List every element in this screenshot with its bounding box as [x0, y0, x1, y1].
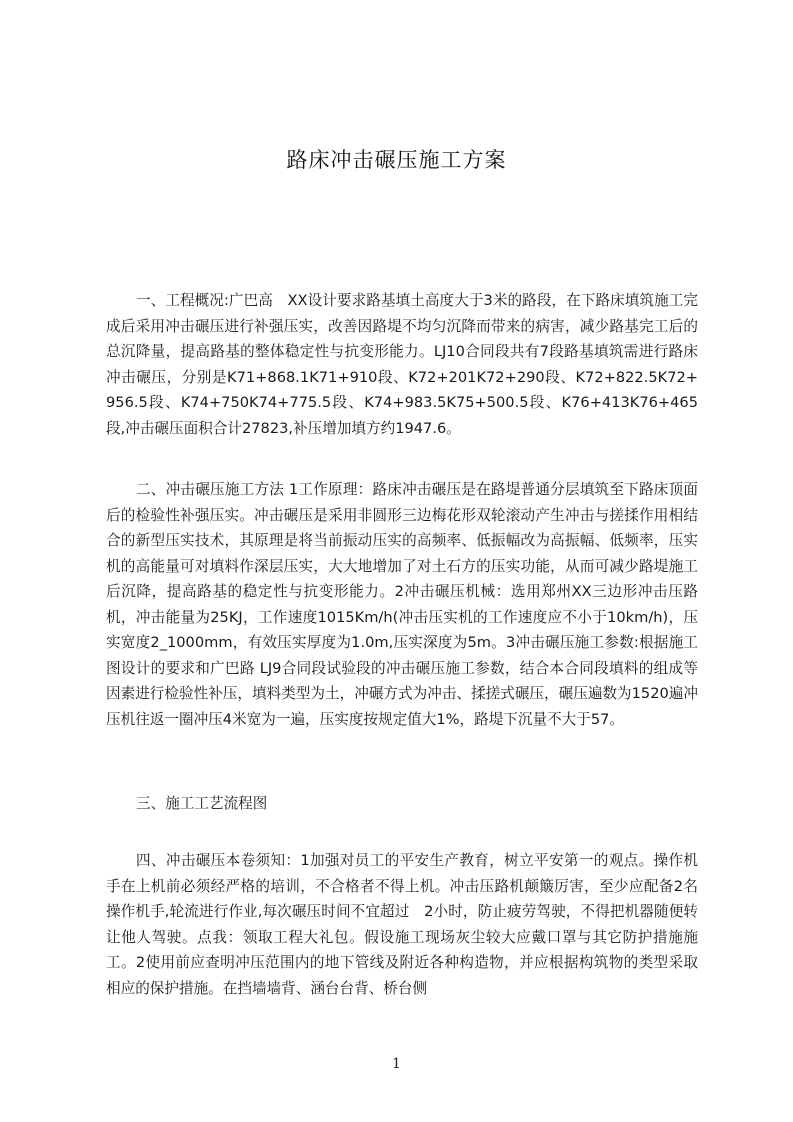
paragraph-construction-method: 二、冲击碾压施工方法 1工作原理：路床冲击碾压是在路堤普通分层填筑至下路床顶面后的检验性补强压实。冲击碾压是采用非圆形三边梅花形双轮滚动产生冲击与搓揉作用相结合的新型压实技术，其原理是将当前振动压实的高频率、低振幅改为高振幅、低频率，压实机的高能量可对填料作深层压实，大大地增加了对土石方的压实功能，从而可减少路堤施工后沉降，提高路基的稳定性与抗变形能力。2冲击碾压机械：选用郑州XX三边形冲击压路机，冲击能量为25KJ，工作速度1015Km/h(冲击压实机的工作速度应不小于10km/h)，压实宽度2_1000mm，有效压实厚度为1.0m,压实深度为5m。3冲击碾压施工参数:根据施工图设计的要求和广巴路 LJ9合同段试验段的冲击碾压施工参数，结合本合同段填料的组成等因素进行检验性补压，填料类型为土，冲碾方式为冲击、揉搓式碾压，碾压遍数为1520遍冲压机往返一圈冲压4米宽为一遍，压实度按规定值大1%，路堤下沉量不大于57。	[106, 481, 698, 728]
page-number: 1	[392, 1056, 401, 1072]
paragraph-process-flowchart-heading: 三、施工工艺流程图	[136, 795, 268, 812]
document-title: 路床冲击碾压施工方案	[286, 148, 507, 172]
paragraph-precautions: 四、冲击碾压本卷须知：1加强对员工的平安生产教育，树立平安第一的观点。操作机手在上机前必须经严格的培训，不合格者不得上机。冲击压路机颠簸厉害，至少应配备2名操作机手,轮流进行作业,每次碾压时间不宜超过 2小时，防止疲劳驾驶，不得把机器随便转让他人驾驶。点我：领取工程大礼包。假设施工现场灰尘较大应戴口罩与其它防护措施施工。2使用前应查明冲压范围内的地下管线及附近各种构造物，并应根据构筑物的类型采取相应的保护措施。在挡墙墙背、涵台台背、桥台侧	[106, 852, 698, 997]
paragraph-project-overview: 一、工程概况:广巴高 XX设计要求路基填土高度大于3米的路段，在下路床填筑施工完成后采用冲击碾压进行补强压实，改善因路堤不均匀沉降而带来的病害，减少路基完工后的总沉降量，提高路基的整体稳定性与抗变形能力。LJ10合同段共有7段路基填筑需进行路床冲击碾压，分别是K71+868.1K71+910段、K72+201K72+290段、K72+822.5K72+956.5段、K74+750K74+775.5段、K74+983.5K75+500.5段、K76+413K76+465段,冲击碾压面积合计27823,补压增加填方约1947.6。	[106, 292, 698, 437]
